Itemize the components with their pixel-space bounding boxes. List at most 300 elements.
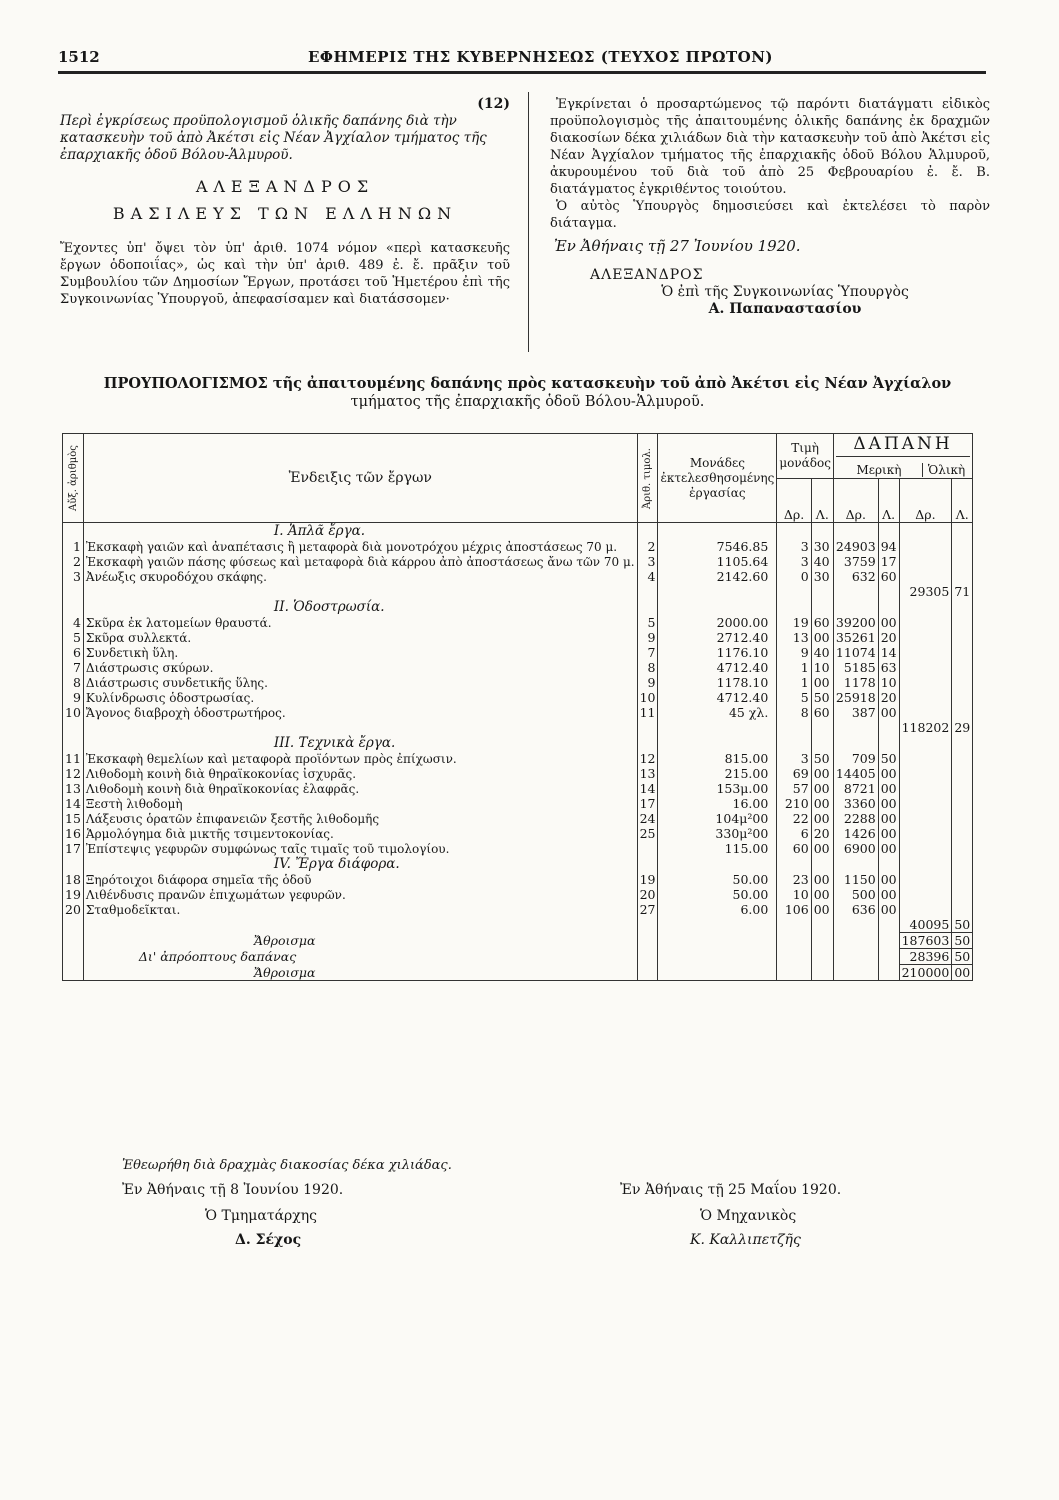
table-row <box>63 690 973 705</box>
empty-cell <box>83 584 637 599</box>
row-units: 50.00 <box>658 872 777 887</box>
serial-cell <box>63 949 84 965</box>
grand-total-row-dr: 210000 <box>899 965 952 981</box>
row-units: 1176.10 <box>658 645 777 660</box>
empty-cell <box>833 856 878 872</box>
row-partial-dr: 709 <box>833 751 878 766</box>
section-total-l: 29 <box>952 720 973 735</box>
section-total-row <box>63 584 973 599</box>
row-partial-dr: 3360 <box>833 796 878 811</box>
hdr-total-dr: Δρ. <box>899 478 952 523</box>
king-name: ΑΛΕΞΑΝΔΡΟΣ <box>195 177 375 196</box>
row-partial-dr: 25918 <box>833 690 878 705</box>
partial-header: Μερικὴ <box>836 463 923 477</box>
row-price-no: 4 <box>637 569 658 584</box>
row-number: 2 <box>63 554 84 569</box>
budget-table-body <box>63 523 973 981</box>
row-description: Σκῦρα ἐκ λατομείων θραυστά. <box>83 615 637 630</box>
empty-cell <box>658 965 777 981</box>
row-unit-price-dr: 6 <box>777 826 811 841</box>
grand-total-row <box>63 965 973 981</box>
hdr-unit-l: Λ. <box>811 478 833 523</box>
table-row <box>63 841 973 856</box>
row-units: 815.00 <box>658 751 777 766</box>
row-unit-price-l: 40 <box>811 645 833 660</box>
row-partial-l: 60 <box>878 569 899 584</box>
empty-cell <box>833 523 878 540</box>
row-price-no: 19 <box>637 872 658 887</box>
empty-cell <box>637 933 658 949</box>
row-description: Συνδετικὴ ὕλη. <box>83 645 637 660</box>
row-price-no: 17 <box>637 796 658 811</box>
row-description: Ἄγονος διαβροχὴ ὁδοστρωτήρος. <box>83 705 637 720</box>
sum-row <box>63 933 973 949</box>
row-price-no: 3 <box>637 554 658 569</box>
table-row <box>63 796 973 811</box>
row-number: 18 <box>63 872 84 887</box>
section-total-l: 50 <box>952 917 973 933</box>
decree-number: (12) <box>477 96 510 112</box>
minister-name: Α. Παπαναστασίου <box>708 301 862 317</box>
contingency-row-l: 50 <box>952 949 973 965</box>
row-number: 4 <box>63 615 84 630</box>
row-unit-price-dr: 8 <box>777 705 811 720</box>
row-unit-price-dr: 5 <box>777 690 811 705</box>
row-partial-dr: 14405 <box>833 766 878 781</box>
grand-total-row-l: 00 <box>952 965 973 981</box>
total-l-cell <box>952 599 973 615</box>
empty-cell <box>811 720 833 735</box>
row-units: 215.00 <box>658 766 777 781</box>
empty-cell <box>777 720 811 735</box>
row-unit-price-dr: 3 <box>777 751 811 766</box>
row-total-dr <box>899 660 952 675</box>
empty-cell <box>658 735 777 751</box>
decree-right-column <box>550 96 990 318</box>
total-l-cell <box>952 523 973 540</box>
empty-cell <box>777 949 811 965</box>
row-total-l <box>952 569 973 584</box>
row-partial-dr: 500 <box>833 887 878 902</box>
row-number: 6 <box>63 645 84 660</box>
table-row <box>63 766 973 781</box>
row-unit-price-dr: 10 <box>777 887 811 902</box>
section-title-row <box>63 735 973 751</box>
row-unit-price-l: 50 <box>811 751 833 766</box>
row-description: Ἐκσκαφὴ γαιῶν καὶ ἀναπέτασις ἢ μεταφορὰ διὰ μονοτρόχου μέχρις ἀποστάσεως 70 μ. <box>83 539 637 554</box>
row-description: Σταθμοδεῖκται. <box>83 902 637 917</box>
row-price-no: 2 <box>637 539 658 554</box>
row-unit-price-l: 60 <box>811 615 833 630</box>
row-unit-price-l: 00 <box>811 872 833 887</box>
decree-left-column <box>60 96 510 308</box>
row-partial-dr: 632 <box>833 569 878 584</box>
empty-cell <box>878 720 899 735</box>
expense-title: ΔΑΠΑΝΗ <box>836 434 970 457</box>
row-units: 7546.85 <box>658 539 777 554</box>
row-total-l <box>952 751 973 766</box>
empty-cell <box>878 735 899 751</box>
row-total-dr <box>899 751 952 766</box>
row-partial-l: 14 <box>878 645 899 660</box>
row-total-dr <box>899 675 952 690</box>
row-total-l <box>952 826 973 841</box>
checked-note: Ἐθεωρήθη διὰ δραχμὰς διακοσίας δέκα χιλιάδας. <box>122 1158 452 1173</box>
row-partial-dr: 1426 <box>833 826 878 841</box>
row-total-dr <box>899 826 952 841</box>
row-unit-price-dr: 1 <box>777 675 811 690</box>
section-title-row <box>63 523 973 540</box>
row-number: 16 <box>63 826 84 841</box>
total-header: Ὁλικὴ <box>927 463 966 477</box>
row-total-l <box>952 781 973 796</box>
section-title: II. Ὁδοστρωσία. <box>83 599 637 615</box>
row-partial-dr: 636 <box>833 902 878 917</box>
row-partial-l: 00 <box>878 781 899 796</box>
table-row <box>63 675 973 690</box>
row-partial-l: 00 <box>878 796 899 811</box>
row-total-dr <box>899 902 952 917</box>
table-row <box>63 615 973 630</box>
row-partial-l: 17 <box>878 554 899 569</box>
contingency-row-label: Δι' ἀπρόοπτους δαπάνας <box>83 949 637 965</box>
row-total-dr <box>899 539 952 554</box>
row-unit-price-l: 30 <box>811 569 833 584</box>
row-total-dr <box>899 569 952 584</box>
table-row <box>63 751 973 766</box>
empty-cell <box>777 735 811 751</box>
row-description: Ἐπίστεψις γεφυρῶν συμφώνως ταῖς τιμαῖς τοῦ τιμολογίου. <box>83 841 637 856</box>
row-number: 11 <box>63 751 84 766</box>
row-number: 13 <box>63 781 84 796</box>
row-total-dr <box>899 690 952 705</box>
row-units: 4712.40 <box>658 690 777 705</box>
row-unit-price-l: 00 <box>811 841 833 856</box>
row-number: 5 <box>63 630 84 645</box>
row-unit-price-dr: 0 <box>777 569 811 584</box>
row-unit-price-dr: 13 <box>777 630 811 645</box>
empty-cell <box>637 584 658 599</box>
row-total-l <box>952 690 973 705</box>
left-sign-role: Ὁ Τμηματάρχης <box>205 1208 317 1224</box>
empty-cell <box>658 523 777 540</box>
row-description: Διάστρωσις σκύρων. <box>83 660 637 675</box>
total-dr-cell <box>899 599 952 615</box>
empty-cell <box>811 949 833 965</box>
budget-table <box>62 433 971 980</box>
row-unit-price-l: 20 <box>811 826 833 841</box>
empty-cell <box>637 856 658 872</box>
row-total-l <box>952 615 973 630</box>
row-description: Ξεστὴ λιθοδομὴ <box>83 796 637 811</box>
row-price-no: 9 <box>637 630 658 645</box>
row-unit-price-dr: 57 <box>777 781 811 796</box>
row-unit-price-dr: 69 <box>777 766 811 781</box>
empty-cell <box>878 933 899 949</box>
empty-cell <box>811 965 833 981</box>
row-partial-l: 00 <box>878 766 899 781</box>
empty-cell <box>658 720 777 735</box>
row-total-dr <box>899 872 952 887</box>
row-partial-dr: 6900 <box>833 841 878 856</box>
decree-date: Ἐν Ἀθήναις τῇ 27 Ἰουνίου 1920. <box>554 237 801 255</box>
row-total-dr <box>899 630 952 645</box>
row-total-l <box>952 660 973 675</box>
row-price-no: 7 <box>637 645 658 660</box>
empty-cell <box>658 949 777 965</box>
empty-cell <box>637 917 658 933</box>
empty-cell <box>878 523 899 540</box>
row-description: Ξηρότοιχοι διάφορα σημεῖα τῆς ὁδοῦ <box>83 872 637 887</box>
row-price-no: 24 <box>637 811 658 826</box>
header-rule <box>58 71 986 74</box>
sum-row-l: 50 <box>952 933 973 949</box>
empty-cell <box>658 933 777 949</box>
empty-cell <box>811 856 833 872</box>
empty-cell <box>811 599 833 615</box>
row-partial-dr: 5185 <box>833 660 878 675</box>
page-header <box>58 48 988 70</box>
row-price-no: 13 <box>637 766 658 781</box>
row-units: 153μ.00 <box>658 781 777 796</box>
row-unit-price-l: 00 <box>811 811 833 826</box>
empty-cell <box>777 933 811 949</box>
section-total-row <box>63 720 973 735</box>
row-units: 6.00 <box>658 902 777 917</box>
empty-cell <box>777 856 811 872</box>
empty-cell <box>833 949 878 965</box>
decree-title: Περὶ ἐγκρίσεως προϋπολογισμοῦ ὁλικῆς δαπάνης διὰ τὴν κατασκευὴν τοῦ ἀπὸ Ἀκέτσι εἰς Νέαν Ἀγχίαλον τμήματος τῆς ἐπαρχιακῆς ὁδοῦ Βόλου-Ἁλμυροῦ. <box>60 113 487 163</box>
row-total-dr <box>899 554 952 569</box>
row-units: 104μ²00 <box>658 811 777 826</box>
row-total-dr <box>899 645 952 660</box>
total-dr-cell <box>899 735 952 751</box>
section-total-l: 71 <box>952 584 973 599</box>
empty-cell <box>658 599 777 615</box>
row-total-l <box>952 811 973 826</box>
row-total-l <box>952 841 973 856</box>
serial-cell <box>63 720 84 735</box>
king-signature: ΑΛΕΞΑΝΔΡΟΣ <box>590 267 704 283</box>
row-total-dr <box>899 887 952 902</box>
row-total-l <box>952 902 973 917</box>
budget-heading <box>60 375 995 411</box>
row-total-dr <box>899 705 952 720</box>
row-unit-price-dr: 19 <box>777 615 811 630</box>
row-total-l <box>952 796 973 811</box>
row-partial-dr: 1150 <box>833 872 878 887</box>
empty-cell <box>833 735 878 751</box>
budget-table-grid <box>62 433 973 981</box>
contingency-row-dr: 28396 <box>899 949 952 965</box>
row-units: 1178.10 <box>658 675 777 690</box>
row-units: 2000.00 <box>658 615 777 630</box>
row-partial-dr: 2288 <box>833 811 878 826</box>
serial-cell <box>63 599 84 615</box>
section-title: III. Τεχνικὰ ἔργα. <box>83 735 637 751</box>
budget-heading-line1: ΠΡΟΥΠΟΛΟΓΙΣΜΟΣ τῆς ἀπαιτουμένης δαπάνης πρὸς κατασκευὴν τοῦ ἀπὸ Ἀκέτσι εἰς Νέαν Ἀγχίαλον <box>103 375 952 392</box>
row-units: 330μ²00 <box>658 826 777 841</box>
row-description: Σκῦρα συλλεκτά. <box>83 630 637 645</box>
section-total-dr: 118202 <box>899 720 952 735</box>
table-row <box>63 660 973 675</box>
empty-cell <box>811 584 833 599</box>
row-unit-price-l: 00 <box>811 887 833 902</box>
row-partial-dr: 39200 <box>833 615 878 630</box>
row-partial-l: 20 <box>878 690 899 705</box>
row-units: 1105.64 <box>658 554 777 569</box>
table-row <box>63 705 973 720</box>
row-total-l <box>952 554 973 569</box>
col-unit-price: Τιμὴ μονάδος <box>777 434 834 479</box>
page-number: 1512 <box>58 48 100 66</box>
col-price-no: Ἀριθ. τιμολ. <box>637 434 658 523</box>
row-description: Ἁρμολόγημα διὰ μικτῆς τσιμεντοκονίας. <box>83 826 637 841</box>
empty-cell <box>777 523 811 540</box>
row-unit-price-l: 30 <box>811 539 833 554</box>
empty-cell <box>833 965 878 981</box>
row-price-no: 25 <box>637 826 658 841</box>
row-unit-price-l: 40 <box>811 554 833 569</box>
row-unit-price-l: 00 <box>811 675 833 690</box>
col-units: Μονάδες ἐκτελεσθησομένης ἐργασίας <box>658 434 777 523</box>
row-number: 10 <box>63 705 84 720</box>
row-unit-price-l: 00 <box>811 766 833 781</box>
empty-cell <box>811 917 833 933</box>
empty-cell <box>833 584 878 599</box>
row-partial-l: 00 <box>878 902 899 917</box>
table-row <box>63 872 973 887</box>
empty-cell <box>777 917 811 933</box>
row-number: 20 <box>63 902 84 917</box>
empty-cell <box>811 933 833 949</box>
row-partial-l: 00 <box>878 826 899 841</box>
sum-row-label: Ἄθροισμα <box>83 933 637 949</box>
table-row <box>63 887 973 902</box>
row-number: 19 <box>63 887 84 902</box>
empty-cell <box>878 599 899 615</box>
row-units: 4712.40 <box>658 660 777 675</box>
row-partial-l: 00 <box>878 705 899 720</box>
row-unit-price-l: 10 <box>811 660 833 675</box>
row-total-l <box>952 630 973 645</box>
row-description: Ἐκσκαφὴ γαιῶν πάσης φύσεως καὶ μεταφορὰ διὰ κάρρου ἀπὸ ἀποστάσεως ἄνω τῶν 70 μ. <box>83 554 637 569</box>
row-unit-price-dr: 60 <box>777 841 811 856</box>
row-partial-l: 20 <box>878 630 899 645</box>
right-sign-name: Κ. Καλλιπετζῆς <box>690 1232 801 1248</box>
hdr-unit-dr: Δρ. <box>777 478 811 523</box>
row-partial-l: 10 <box>878 675 899 690</box>
row-price-no <box>637 841 658 856</box>
row-price-no: 8 <box>637 660 658 675</box>
row-unit-price-dr: 3 <box>777 539 811 554</box>
grand-total-row-label: Ἄθροισμα <box>83 965 637 981</box>
empty-cell <box>658 917 777 933</box>
empty-cell <box>878 584 899 599</box>
row-partial-dr: 3759 <box>833 554 878 569</box>
table-row <box>63 569 973 584</box>
row-partial-l: 94 <box>878 539 899 554</box>
total-l-cell <box>952 735 973 751</box>
row-partial-dr: 387 <box>833 705 878 720</box>
empty-cell <box>833 599 878 615</box>
empty-cell <box>83 720 637 735</box>
row-unit-price-dr: 3 <box>777 554 811 569</box>
empty-cell <box>878 949 899 965</box>
contingency-row <box>63 949 973 965</box>
row-price-no: 5 <box>637 615 658 630</box>
row-description: Λιθένδυσις πρανῶν ἐπιχωμάτων γεφυρῶν. <box>83 887 637 902</box>
row-description: Κυλίνδρωσις ὁδοστρωσίας. <box>83 690 637 705</box>
empty-cell <box>637 523 658 540</box>
row-number: 14 <box>63 796 84 811</box>
empty-cell <box>878 917 899 933</box>
row-number: 7 <box>63 660 84 675</box>
row-total-dr <box>899 841 952 856</box>
empty-cell <box>637 965 658 981</box>
row-partial-dr: 24903 <box>833 539 878 554</box>
row-units: 50.00 <box>658 887 777 902</box>
row-price-no: 14 <box>637 781 658 796</box>
col-serial: Αὔξ. ἀριθμὸς <box>63 434 84 523</box>
col-works: Ἐνδειξις τῶν ἔργων <box>83 434 637 523</box>
empty-cell <box>811 523 833 540</box>
minister-title: Ὁ ἐπὶ τῆς Συγκοινωνίας Ὑπουργὸς <box>661 284 909 300</box>
empty-cell <box>833 933 878 949</box>
row-unit-price-l: 50 <box>811 690 833 705</box>
serial-cell <box>63 735 84 751</box>
total-l-cell <box>952 856 973 872</box>
section-title-row <box>63 856 973 872</box>
right-sign-date: Ἐν Ἀθήναις τῇ 25 Μαΐου 1920. <box>620 1182 842 1198</box>
table-row <box>63 902 973 917</box>
table-row <box>63 554 973 569</box>
row-units: 45 χλ. <box>658 705 777 720</box>
empty-cell <box>658 584 777 599</box>
row-total-l <box>952 705 973 720</box>
row-description: Ἐκσκαφὴ θεμελίων καὶ μεταφορὰ προϊόντων πρὸς ἐπίχωσιν. <box>83 751 637 766</box>
left-sign-date: Ἐν Ἀθήναις τῇ 8 Ἰουνίου 1920. <box>122 1182 344 1198</box>
serial-cell <box>63 856 84 872</box>
table-row <box>63 645 973 660</box>
journal-title: ΕΦΗΜΕΡΙΣ ΤΗΣ ΚΥΒΕΡΝΗΣΕΩΣ (ΤΕΥΧΟΣ ΠΡΩΤΟΝ) <box>308 48 773 66</box>
empty-cell <box>658 856 777 872</box>
row-units: 115.00 <box>658 841 777 856</box>
col-expense <box>833 434 972 479</box>
row-partial-dr: 35261 <box>833 630 878 645</box>
row-units: 16.00 <box>658 796 777 811</box>
empty-cell <box>637 949 658 965</box>
hdr-partial-l: Λ. <box>878 478 899 523</box>
decree-preamble: Ἔχοντες ὑπ' ὄψει τὸν ὑπ' ἀριθ. 1074 νόμον «περὶ κατασκευῆς ἔργων ὁδοποιΐας», ὡς καὶ τὴν ὑπ' ἀριθ. 489 ἐ. ἔ. πρᾶξιν τοῦ Συμβουλίου τῶν Δημοσίων Ἔργων, προτάσει τοῦ Ἡμετέρου ἐπὶ τῆς Συγκοινωνίας Ὑπουργοῦ, ἀπεφασίσαμεν καὶ διατάσσομεν· <box>60 241 510 307</box>
hdr-partial-dr: Δρ. <box>833 478 878 523</box>
section-title: I. Ἁπλᾶ ἔργα. <box>83 523 637 540</box>
row-number: 9 <box>63 690 84 705</box>
empty-cell <box>878 856 899 872</box>
row-number: 3 <box>63 569 84 584</box>
budget-heading-line2: τμήματος τῆς ἐπαρχιακῆς ὁδοῦ Βόλου-Ἁλμυροῦ. <box>350 394 705 410</box>
table-row <box>63 811 973 826</box>
row-unit-price-l: 60 <box>811 705 833 720</box>
row-unit-price-l: 00 <box>811 902 833 917</box>
empty-cell <box>811 735 833 751</box>
serial-cell <box>63 965 84 981</box>
total-dr-cell <box>899 523 952 540</box>
row-partial-l: 00 <box>878 872 899 887</box>
empty-cell <box>833 720 878 735</box>
empty-cell <box>637 720 658 735</box>
row-number: 8 <box>63 675 84 690</box>
